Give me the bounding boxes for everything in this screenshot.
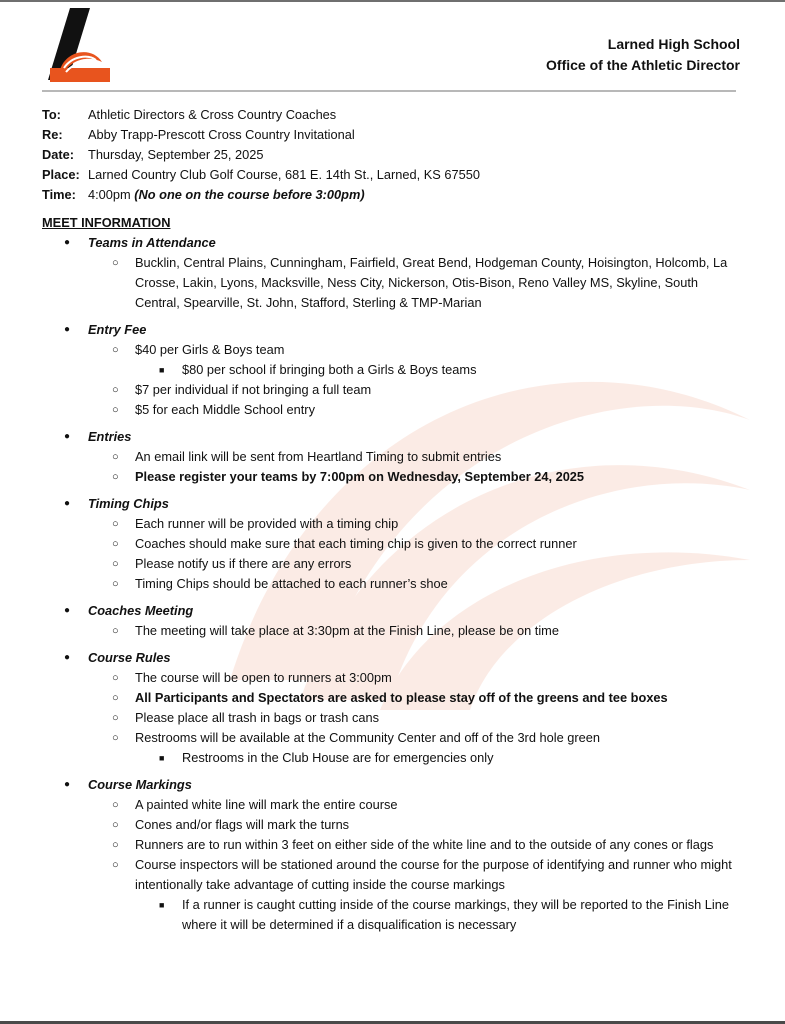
memo-to — [42, 105, 742, 125]
list-item — [88, 855, 742, 935]
time-value: 4:00pm — [88, 187, 131, 202]
memo-value: Larned Country Club Golf Course, 681 E. 14th St., Larned, KS 67550 — [88, 167, 480, 182]
section-timing-chips — [42, 494, 742, 594]
list-item: ○ $5 for each Middle School entry — [88, 400, 742, 420]
list-item: ○ Cones and/or flags will mark the turns — [88, 815, 742, 835]
memo-value — [88, 185, 742, 205]
list-item: ○ Bucklin, Central Plains, Cunningham, Fairfield, Great Bend, Hodgeman County, Hoisington, Holcomb, La Crosse, Lakin, Lyons, Macksville, Ness City, Nickerson, Otis-Bison, Reno Valley MS, Skyline, South Central, Spearville, St. John, Stafford, Sterling & TMP-Marian — [88, 253, 742, 313]
list-item: ○ Timing Chips should be attached to each runner’s shoe — [88, 574, 742, 594]
section-course-rules — [42, 648, 742, 768]
list-item: ○ Each runner will be provided with a timing chip — [88, 514, 742, 534]
list-item: ○ Runners are to run within 3 feet on either side of the white line and to the outside of any cones or flags — [88, 835, 742, 855]
section-title: ● Course Markings — [88, 777, 192, 792]
document-header — [546, 34, 740, 76]
list-item: ○ A painted white line will mark the entire course — [88, 795, 742, 815]
list-item-text: $40 per Girls & Boys team — [135, 342, 285, 357]
school-logo-icon — [46, 8, 112, 85]
list-item: ○ Please place all trash in bags or trash cans — [88, 708, 742, 728]
list-item-text: Course inspectors will be stationed around the course for the purpose of identifying and runner who might intentionally take advantage of cutting inside the course markings — [135, 857, 732, 892]
memo-label: Place: — [42, 167, 80, 182]
memo-value: Thursday, September 25, 2025 — [88, 147, 264, 162]
list-item: ○ All Participants and Spectators are asked to please stay off of the greens and tee boxes — [88, 688, 742, 708]
meet-sections — [42, 233, 742, 935]
memo-body — [42, 105, 742, 935]
section-entry-fee — [42, 320, 742, 420]
section-title: ● Course Rules — [88, 650, 171, 665]
list-item: ○ Please notify us if there are any errors — [88, 554, 742, 574]
memo-label: To: — [42, 107, 61, 122]
section-title: ● Entry Fee — [88, 322, 147, 337]
memo-value: Athletic Directors & Cross Country Coaches — [88, 107, 337, 122]
sub-list-item: ■ Restrooms in the Club House are for emergencies only — [135, 748, 742, 768]
meet-info-heading: MEET INFORMATION — [42, 215, 171, 230]
time-note: (No one on the course before 3:00pm) — [134, 187, 365, 202]
list-item: ○ Coaches should make sure that each timing chip is given to the correct runner — [88, 534, 742, 554]
list-item — [88, 728, 742, 768]
section-title: ● Entries — [88, 429, 132, 444]
section-course-markings — [42, 775, 742, 935]
list-item: ○ The course will be open to runners at 3:00pm — [88, 668, 742, 688]
memo-value: Abby Trapp-Prescott Cross Country Invitational — [88, 127, 355, 142]
memo-date — [42, 145, 742, 165]
memo-label: Re: — [42, 127, 63, 142]
office-name: Office of the Athletic Director — [546, 57, 740, 73]
list-item: ○ $7 per individual if not bringing a full team — [88, 380, 742, 400]
section-title: ● Teams in Attendance — [88, 235, 216, 250]
list-item: ○ The meeting will take place at 3:30pm at the Finish Line, please be on time — [88, 621, 742, 641]
section-title: ● Coaches Meeting — [88, 603, 194, 618]
section-title: ● Timing Chips — [88, 496, 169, 511]
sub-list-item: ■ If a runner is caught cutting inside of the course markings, they will be reported to the Finish Line where it will be determined if a disqualification is necessary — [135, 895, 742, 935]
memo-place — [42, 165, 742, 185]
page-border-top — [0, 0, 785, 2]
header-divider — [42, 90, 736, 92]
school-name: Larned High School — [607, 36, 740, 52]
section-entries — [42, 427, 742, 487]
memo-time — [42, 185, 742, 205]
sub-list-item: ■ $80 per school if bringing both a Girls & Boys teams — [135, 360, 742, 380]
memo-label: Date: — [42, 147, 74, 162]
list-item-text: Restrooms will be available at the Community Center and off of the 3rd hole green — [135, 730, 600, 745]
list-item — [88, 340, 742, 380]
memo-label: Time: — [42, 187, 76, 202]
list-item: ○ Please register your teams by 7:00pm on Wednesday, September 24, 2025 — [88, 467, 742, 487]
section-teams — [42, 233, 742, 313]
list-item: ○ An email link will be sent from Heartland Timing to submit entries — [88, 447, 742, 467]
memo-re — [42, 125, 742, 145]
section-coaches-meeting — [42, 601, 742, 641]
